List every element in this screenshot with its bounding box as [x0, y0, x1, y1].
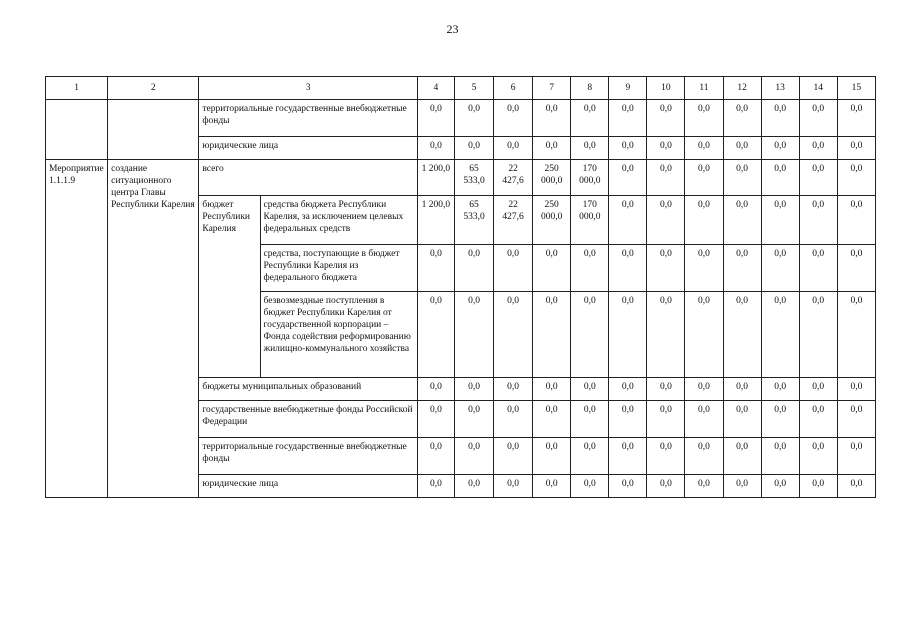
value-cell: 0,0: [837, 438, 875, 475]
value-cell: 0,0: [609, 401, 647, 438]
value-cell: 0,0: [647, 401, 685, 438]
value-cell: 0,0: [609, 160, 647, 196]
value-cell: 0,0: [533, 378, 571, 401]
value-cell: 0,0: [685, 160, 723, 196]
value-cell: 0,0: [799, 137, 837, 160]
event-name: создание ситуационного центра Главы Республики Карелия: [108, 160, 199, 498]
header-cell: 15: [837, 77, 875, 100]
value-cell: 0,0: [837, 401, 875, 438]
header-cell: 4: [417, 77, 454, 100]
value-cell: 0,0: [685, 292, 723, 378]
header-cell: 9: [609, 77, 647, 100]
header-cell: 10: [647, 77, 685, 100]
value-cell: 22 427,6: [494, 160, 533, 196]
value-cell: 0,0: [417, 401, 454, 438]
value-cell: 0,0: [417, 378, 454, 401]
value-cell: 0,0: [685, 137, 723, 160]
source-label: бюджеты муниципальных образований: [199, 378, 418, 401]
value-cell: 0,0: [454, 245, 493, 292]
value-cell: 0,0: [723, 378, 761, 401]
value-cell: 0,0: [799, 196, 837, 245]
source-label: государственные внебюджетные фонды Российской Федерации: [199, 401, 418, 438]
value-cell: 0,0: [647, 245, 685, 292]
budget-table: [45, 76, 876, 498]
value-cell: 0,0: [533, 100, 571, 137]
value-cell: 0,0: [723, 292, 761, 378]
empty-name-cell: [108, 100, 199, 160]
value-cell: 0,0: [723, 401, 761, 438]
value-cell: 0,0: [533, 438, 571, 475]
value-cell: 0,0: [799, 245, 837, 292]
empty-code-cell: [46, 100, 108, 160]
value-cell: 0,0: [761, 378, 799, 401]
source-label: юридические лица: [199, 137, 418, 160]
value-cell: 0,0: [799, 100, 837, 137]
value-cell: 0,0: [837, 160, 875, 196]
value-cell: 0,0: [685, 378, 723, 401]
value-cell: 0,0: [837, 378, 875, 401]
value-cell: 0,0: [799, 160, 837, 196]
value-cell: 0,0: [647, 378, 685, 401]
value-cell: 0,0: [761, 245, 799, 292]
header-cell: 14: [799, 77, 837, 100]
value-cell: 0,0: [685, 100, 723, 137]
source-label-total: всего: [199, 160, 418, 196]
value-cell: 0,0: [647, 475, 685, 498]
value-cell: 0,0: [609, 137, 647, 160]
header-row: [46, 77, 876, 100]
value-cell: 0,0: [494, 378, 533, 401]
value-cell: 0,0: [494, 137, 533, 160]
value-cell: 0,0: [837, 196, 875, 245]
value-cell: 0,0: [609, 378, 647, 401]
value-cell: 0,0: [723, 245, 761, 292]
value-cell: 0,0: [417, 475, 454, 498]
value-cell: 0,0: [494, 401, 533, 438]
value-cell: 0,0: [609, 438, 647, 475]
value-cell: 0,0: [494, 100, 533, 137]
value-cell: 0,0: [494, 475, 533, 498]
value-cell: 0,0: [609, 245, 647, 292]
value-cell: 0,0: [723, 475, 761, 498]
value-cell: 0,0: [761, 401, 799, 438]
value-cell: 0,0: [454, 292, 493, 378]
value-cell: 0,0: [454, 137, 493, 160]
value-cell: 0,0: [454, 438, 493, 475]
value-cell: 0,0: [417, 245, 454, 292]
header-cell: 7: [533, 77, 571, 100]
value-cell: 0,0: [723, 196, 761, 245]
value-cell: 65 533,0: [454, 196, 493, 245]
source-label: юридические лица: [199, 475, 418, 498]
page-number: 23: [446, 22, 459, 36]
value-cell: 0,0: [647, 438, 685, 475]
header-cell: 8: [571, 77, 609, 100]
value-cell: 0,0: [609, 100, 647, 137]
value-cell: 0,0: [609, 196, 647, 245]
value-cell: 0,0: [723, 100, 761, 137]
value-cell: 0,0: [799, 401, 837, 438]
value-cell: 0,0: [454, 100, 493, 137]
value-cell: 0,0: [647, 196, 685, 245]
value-cell: 1 200,0: [417, 160, 454, 196]
value-cell: 170 000,0: [571, 196, 609, 245]
value-cell: 0,0: [533, 475, 571, 498]
value-cell: 0,0: [761, 160, 799, 196]
value-cell: 0,0: [647, 100, 685, 137]
value-cell: 0,0: [647, 137, 685, 160]
value-cell: 1 200,0: [417, 196, 454, 245]
value-cell: 0,0: [571, 401, 609, 438]
table-row: [46, 160, 876, 196]
value-cell: 0,0: [533, 401, 571, 438]
event-code: Мероприятие 1.1.1.9: [46, 160, 108, 498]
value-cell: 0,0: [494, 292, 533, 378]
value-cell: 170 000,0: [571, 160, 609, 196]
value-cell: 0,0: [494, 438, 533, 475]
header-cell: 5: [454, 77, 493, 100]
header-cell: 13: [761, 77, 799, 100]
value-cell: 0,0: [533, 137, 571, 160]
header-cell: 12: [723, 77, 761, 100]
value-cell: 0,0: [609, 292, 647, 378]
value-cell: 0,0: [533, 245, 571, 292]
value-cell: 0,0: [685, 245, 723, 292]
value-cell: 0,0: [647, 160, 685, 196]
header-cell: 2: [108, 77, 199, 100]
budget-source-label: средства бюджета Республики Карелия, за исключением целевых федеральных средств: [260, 196, 417, 245]
value-cell: 0,0: [494, 245, 533, 292]
value-cell: 0,0: [799, 475, 837, 498]
value-cell: 0,0: [837, 245, 875, 292]
value-cell: 0,0: [454, 378, 493, 401]
value-cell: 0,0: [571, 292, 609, 378]
value-cell: 0,0: [799, 378, 837, 401]
value-cell: 0,0: [799, 438, 837, 475]
value-cell: 0,0: [761, 137, 799, 160]
value-cell: 0,0: [761, 100, 799, 137]
value-cell: 0,0: [761, 438, 799, 475]
value-cell: 0,0: [837, 475, 875, 498]
header-cell: 11: [685, 77, 723, 100]
value-cell: 0,0: [417, 100, 454, 137]
value-cell: 0,0: [723, 137, 761, 160]
value-cell: 0,0: [685, 401, 723, 438]
value-cell: 0,0: [417, 292, 454, 378]
value-cell: 0,0: [571, 137, 609, 160]
value-cell: 0,0: [533, 292, 571, 378]
value-cell: 0,0: [571, 438, 609, 475]
value-cell: 0,0: [417, 438, 454, 475]
table-row: [46, 100, 876, 137]
budget-source-label: безвозмездные поступления в бюджет Республики Карелия от государственной корпорации – Фонда содействия реформированию жилищно-коммунального хозяйства: [260, 292, 417, 378]
value-cell: 0,0: [685, 438, 723, 475]
value-cell: 0,0: [837, 137, 875, 160]
value-cell: 22 427,6: [494, 196, 533, 245]
value-cell: 0,0: [723, 438, 761, 475]
budget-group-label: бюджет Республики Карелия: [199, 196, 260, 378]
header-cell: 3: [199, 77, 418, 100]
header-cell: 6: [494, 77, 533, 100]
value-cell: 0,0: [723, 160, 761, 196]
header-cell: 1: [46, 77, 108, 100]
source-label: территориальные государственные внебюджетные фонды: [199, 438, 418, 475]
source-label: территориальные государственные внебюджетные фонды: [199, 100, 418, 137]
value-cell: 250 000,0: [533, 160, 571, 196]
value-cell: 0,0: [837, 100, 875, 137]
value-cell: 0,0: [799, 292, 837, 378]
value-cell: 0,0: [417, 137, 454, 160]
value-cell: 0,0: [571, 378, 609, 401]
value-cell: 0,0: [685, 475, 723, 498]
value-cell: 0,0: [571, 100, 609, 137]
value-cell: 0,0: [609, 475, 647, 498]
value-cell: 0,0: [571, 245, 609, 292]
value-cell: 0,0: [571, 475, 609, 498]
value-cell: 0,0: [454, 475, 493, 498]
value-cell: 65 533,0: [454, 160, 493, 196]
value-cell: 250 000,0: [533, 196, 571, 245]
value-cell: 0,0: [837, 292, 875, 378]
value-cell: 0,0: [761, 475, 799, 498]
budget-source-label: средства, поступающие в бюджет Республики Карелия из федерального бюджета: [260, 245, 417, 292]
value-cell: 0,0: [685, 196, 723, 245]
value-cell: 0,0: [761, 292, 799, 378]
value-cell: 0,0: [761, 196, 799, 245]
value-cell: 0,0: [647, 292, 685, 378]
value-cell: 0,0: [454, 401, 493, 438]
